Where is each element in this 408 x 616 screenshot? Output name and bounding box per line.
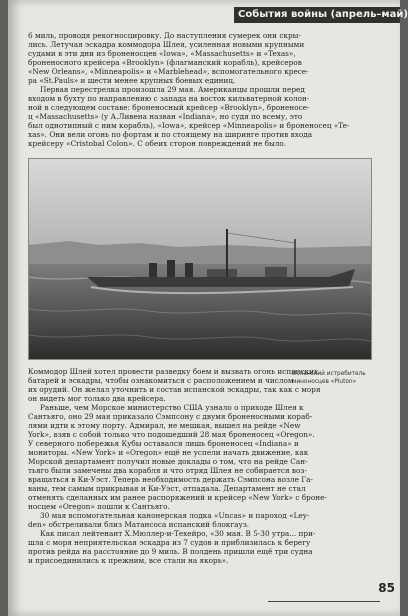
- text-line: против рейда на расстояние до 9 миль. В полдень пришли ещё три судна: [28, 547, 313, 556]
- text-line: «New Orleans», «Minneapolis» и «Marblehead», вспомогательного кресе-: [28, 67, 309, 76]
- text-line: Морской департамент получил новые доклады о том, что на рейде Сан-: [28, 457, 308, 466]
- text-line: У северного побережья Кубы оставался лишь броненосец «Indiana» и: [28, 439, 299, 448]
- text-line: den» обстреливали близ Матансоса испанский блокгауз.: [28, 520, 250, 529]
- main-text-block: [28, 403, 394, 565]
- book-page: [8, 0, 408, 616]
- text-line: он видеть мог только два крейсера.: [28, 394, 166, 403]
- text-line: тьяго были замечены два корабля и что отряд Шлея не собирается воз-: [28, 466, 307, 475]
- footer-rule: [268, 601, 380, 602]
- text-line: мониторы. «New York» и «Oregon» ещё не успели начать движение, как: [28, 448, 309, 457]
- text-line: York», взяв с собой только что подошедший 28 мая броненосец «Oregon».: [28, 430, 315, 439]
- text-line: отменять сделанных им ранее распоряжений и крейсер «New York» с броне-: [28, 493, 327, 502]
- text-line: судами в эти дни из броненосцев «Iowa», «Massachusetts» и «Texas»,: [28, 49, 296, 58]
- text-line: вращаться в Ки-Уэст. Теперь необходимость держать Сэмпсона возле Га-: [28, 475, 313, 484]
- text-line: ной в следующем составе: броненосный крейсер «Brooklyn», броненосе-: [28, 103, 310, 112]
- text-line: Как писал лейтенант Х.Мюллер-и-Техейро, «30 мая. В 5-30 утра... при-: [40, 529, 316, 538]
- page-header-title: События войны (апрель–май): [238, 9, 408, 20]
- top-text-block: [28, 31, 394, 148]
- text-line: ваны, тем самым прикрывая и Ки-Уэст, отпадала. Департамент не стал: [28, 484, 306, 493]
- text-line: лись. Летучая эскадра коммодора Шлея, усиленная новыми крупными: [28, 40, 305, 49]
- page-number: 85: [378, 581, 395, 595]
- text-line: Раньше, чем Морское министерство США узнало о приходе Шлея к: [40, 403, 304, 412]
- text-line: 6 миль, проводя рекогносцировку. До наступления сумерек они скры-: [28, 31, 301, 40]
- bottom-text-block: [28, 367, 321, 403]
- text-line: броненосного крейсера «Brooklyn» (флагманский корабль), крейсеров: [28, 58, 302, 67]
- text-line: Первая перестрелка произошла 29 мая. Американцы прошли перед: [40, 85, 305, 94]
- text-line: батарей и эскадры, чтобы ознакомиться с расположением и числом: [28, 376, 294, 385]
- text-line: крейсеру «Cristobal Colon». С обеих сторон повреждений не было.: [28, 139, 287, 148]
- text-line: лями идти к этому порту. Адмирал, не мешкая, вышел на рейде «New: [28, 421, 301, 430]
- text-line: xas». Они вели огонь по фортам и по стоящему на ширинге против входа: [28, 130, 313, 139]
- text-line: и присоединились к прежним, все стали на якорь».: [28, 556, 229, 565]
- photo-caption: Испанский истребитель миноносцев «Pluton»: [292, 371, 366, 385]
- text-line: их орудий. Он желал уточнить и состав испанской эскадры, так как с моря: [28, 385, 321, 394]
- text-line: входом в бухту по направлению с запада на восток кильватерной колон-: [28, 94, 310, 103]
- text-line: Сантьяго, оно 29 мая приказало Сэмпсону с двумя броненосными кораб-: [28, 412, 313, 421]
- destroyer-photo: [28, 158, 372, 360]
- text-line: 30 мая вспомогательная канонерская лодка «Uncas» и пароход «Ley-: [40, 511, 310, 520]
- text-line: был однотипный с ним корабль), «Iowa», крейсер «Minneapolis» и броненосец «Te-: [28, 121, 350, 130]
- text-line: носцем «Oregon» пошли к Сантьяго.: [28, 502, 170, 511]
- text-line: Коммодор Шлей хотел провести разведку боем и вызвать огонь испанских: [28, 367, 319, 376]
- text-line: ра «St.Pauls» и шести менее крупных боевых единиц.: [28, 76, 236, 85]
- text-line: шла с моря неприятельская эскадра из 7 судов и приблизилась к берегу: [28, 538, 311, 547]
- text-line: ц «Massachusetts» (у А.Ливена назван «Indiana», но судя по всему, это: [28, 112, 303, 121]
